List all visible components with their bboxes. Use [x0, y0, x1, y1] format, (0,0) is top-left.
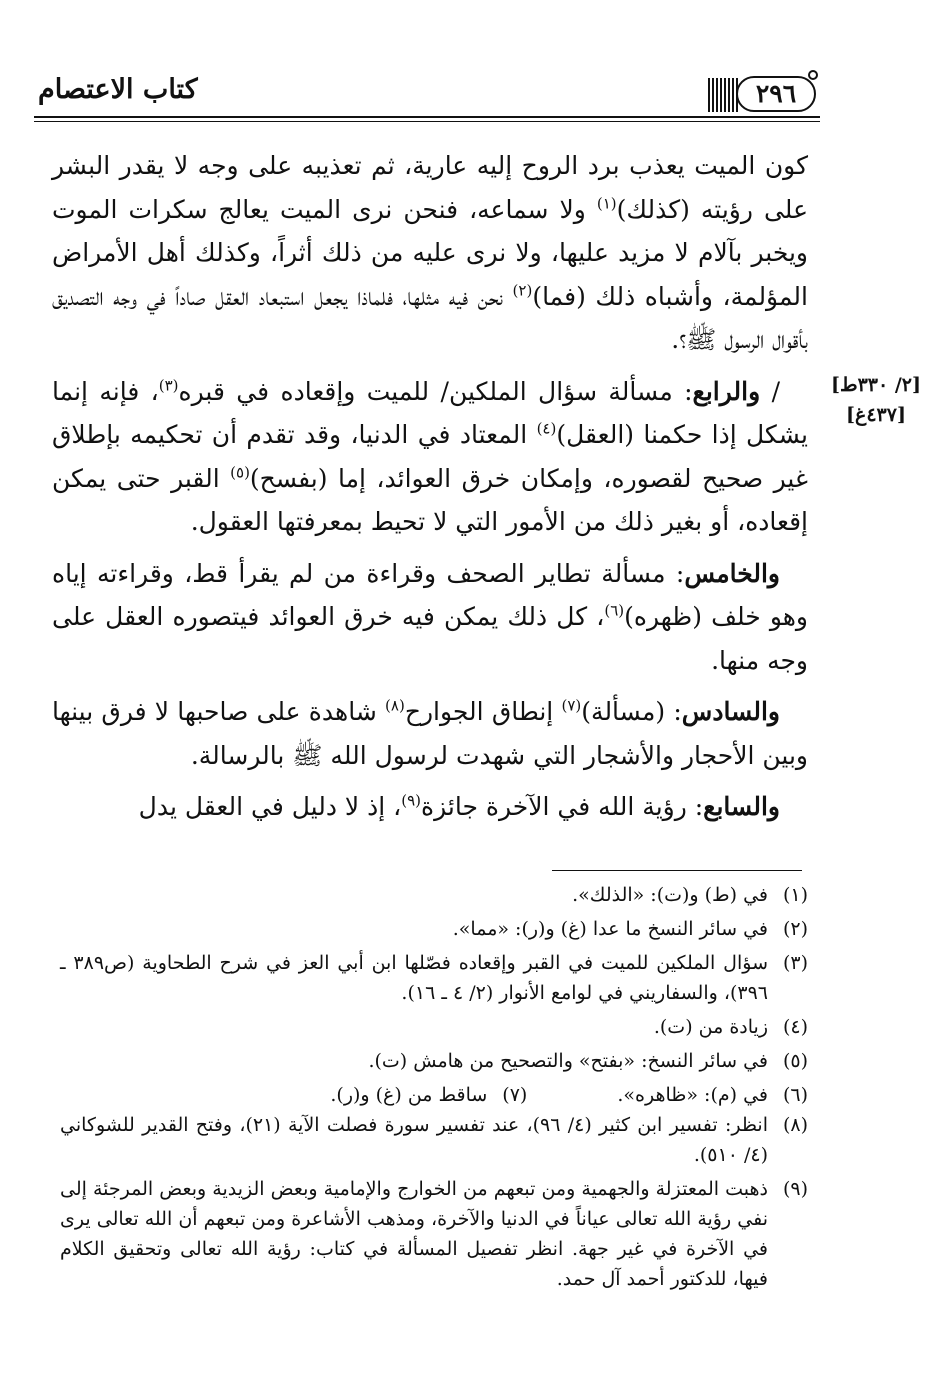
footnote-text: ذهبت المعتزلة والجهمية ومن تبعهم من الخوارج والإمامية وبعض الزيدية وبعض المرجئة إلى نفي رؤية الله تعالى عياناً في الدنيا والآخرة، ومذهب الأشاعرة ومن تبعهم أن الله تعالى يرى في الآخرة في غير جهة. انظر تفصيل المسألة في كتاب: رؤية الله تعالى وتحقيق الكلام فيها، للدكتور أحمد آل حمد.	[60, 1178, 768, 1290]
margin-reference-line: [٢/ ٣٣٠ط]	[831, 374, 921, 396]
footnote-text: ساقط من (غ) و(ر).	[330, 1084, 488, 1106]
footnote-marker: (٥)	[230, 463, 250, 482]
footnote-marker: (٢)	[512, 281, 533, 300]
body-text: القبر حتى يمكن إقعاده، أو بغير ذلك من الأمور التي لا تحيط بمعرفتها العقول.	[52, 463, 808, 536]
page-header	[34, 60, 820, 120]
body-text: ، إذ لا دليل في العقل يدل	[138, 792, 402, 821]
section-lead-word: والرابع	[692, 376, 761, 406]
footnote-number: (٨)	[782, 1114, 808, 1136]
footnote	[60, 880, 808, 910]
footnote	[60, 914, 808, 944]
footnote	[330, 1080, 527, 1110]
footnote-number: (٩)	[782, 1178, 808, 1200]
section-lead-word: والسابع	[703, 792, 780, 821]
footnote-number: (١)	[782, 884, 808, 906]
section-lead-word: والسادس	[681, 697, 781, 726]
body-text: كون الميت يعذب برد الروح إليه عارية، ثم تعذيبه على وجه لا يقدر البشر على رؤيته (كذلك)	[52, 151, 808, 224]
paragraph	[52, 144, 808, 362]
footnote-text: في سائر النسخ ما عدا (غ) و(ر): «مما».	[452, 918, 768, 940]
footnote-separator	[552, 870, 802, 871]
footnote-number: (٥)	[782, 1050, 808, 1072]
margin-reference-line: [٤٣٧غ]	[846, 404, 906, 426]
footnote-number: (٦)	[782, 1084, 808, 1106]
page-number: ٢٩٦	[736, 76, 816, 112]
footnote-marker: (٩)	[401, 791, 421, 810]
footnotes	[60, 880, 808, 1298]
body-text: : مسألة سؤال الملكين/ للميت وإقعاده في قبره	[178, 376, 693, 406]
paragraph	[52, 370, 808, 544]
footnote	[60, 1012, 808, 1042]
footnote-marker: (٧)	[561, 696, 582, 715]
footnote-text: سؤال الملكين للميت في القبر وإقعاده فصّلها ابن أبي العز في شرح الطحاوية (ص٣٨٩ ـ ٣٩٦)، والسفاريني في لوامع الأنوار (٢/ ٤ ـ ١٦).	[60, 952, 768, 1004]
footnote-text: في سائر النسخ: «بفتح» والتصحيح من هامش (ت).	[368, 1050, 768, 1072]
body-text: /	[760, 376, 780, 406]
footnote-marker: (٤)	[536, 419, 557, 438]
body-text: ، فإنه إنما يشكل إذا حكمنا (العقل)	[52, 376, 808, 449]
header-rule-thin	[34, 121, 820, 122]
paragraph	[52, 552, 808, 683]
body-text: : مسألة تطاير الصحف وقراءة من لم يقرأ قط، وقراءته إياه وهو خلف (ظهره)	[52, 558, 808, 631]
footnote-marker: (٦)	[604, 601, 625, 620]
body-text: : (مسألة)	[581, 697, 682, 726]
footnote-marker: (٣)	[158, 376, 179, 395]
footnote	[60, 1174, 808, 1294]
footnote-text: انظر: تفسير ابن كثير (٤/ ٩٦)، عند تفسير سورة فصلت الآية (٢١)، وفتح القدير للشوكاني (٤/ ٥١٠).	[60, 1114, 769, 1166]
footnote	[60, 1046, 808, 1076]
footnote-number: (٣)	[782, 952, 808, 974]
header-rule	[34, 116, 820, 118]
section-lead-word: والخامس	[684, 558, 780, 588]
paragraph	[52, 690, 808, 777]
footnote-row	[60, 1080, 808, 1110]
margin-reference	[824, 370, 928, 430]
ornament-knob	[808, 70, 818, 80]
footnote-number: (٤)	[782, 1016, 808, 1038]
body-text: نحن فيه مثلها، فلماذا يجعل استبعاد العقل صاداً في وجه التصديق بأقوال الرسول ﷺ؟.	[52, 281, 808, 354]
footnote-text: في (م): «ظاهره».	[617, 1084, 768, 1106]
main-text	[52, 144, 808, 837]
footnote-marker: (٨)	[385, 696, 405, 715]
footnote	[60, 1110, 808, 1170]
footnote-number: (٢)	[782, 918, 808, 940]
footnote-text: زيادة من (ت).	[653, 1016, 768, 1038]
body-text: إنطاق الجوارح	[404, 697, 562, 726]
paragraph	[52, 785, 808, 829]
body-text: ، كل ذلك يمكن فيه خرق العوائد فيتصوره العقل على وجه منها.	[52, 602, 808, 675]
footnote	[617, 1080, 808, 1110]
footnote-marker: (١)	[596, 194, 617, 213]
body-text: المعتاد في الدنيا، وقد تقدم أن تحكيمه بإطلاق غير صحيح لقصوره، وإمكان خرق العوائد، إما (بفسح)	[52, 420, 808, 493]
page-number-ornament	[708, 72, 820, 112]
body-text: شاهدة على صاحبها لا فرق بينها وبين الأحجار والأشجار التي شهدت لرسول الله ﷺ بالرسالة.	[52, 697, 808, 770]
footnote-text: في (ط) و(ت): «الذلك».	[572, 884, 768, 906]
body-text: ولا سماعه، فنحن نرى الميت يعالج سكرات الموت ويخبر بآلام لا مزيد عليها، ولا نرى عليه من ذلك أثراً، وكذلك أهل الأمراض المؤلمة، وأشباه ذلك (فما)	[52, 194, 808, 311]
footnote-number: (٧)	[502, 1084, 528, 1106]
hatch-ornament	[708, 78, 738, 112]
footnote	[60, 948, 808, 1008]
book-title: كتاب الاعتصام	[38, 74, 198, 105]
body-text: : رؤية الله في الآخرة جائزة	[421, 792, 704, 821]
